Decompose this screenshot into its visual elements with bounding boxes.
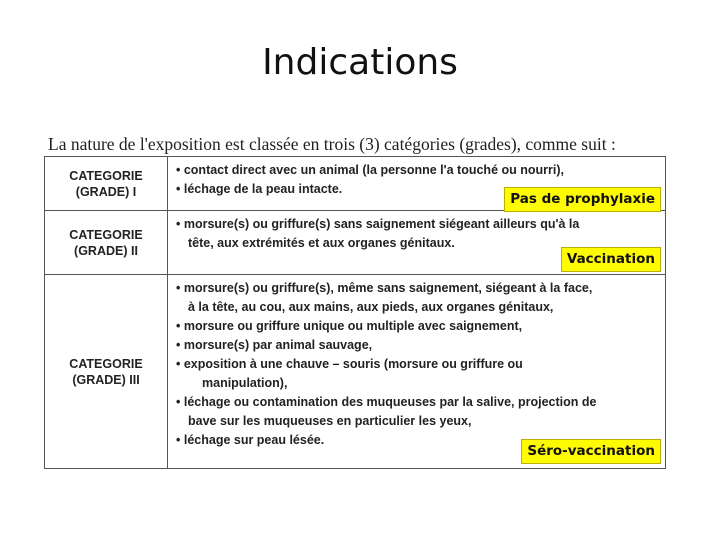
description-line: • morsure(s) ou griffure(s), même sans saignement, siégeant à la face,: [176, 281, 593, 295]
category-grade: (GRADE) I: [75, 184, 137, 199]
intro-text: La nature de l'exposition est classée en trois (3) catégories (grades), comme suit :: [48, 134, 616, 154]
description-line: • léchage ou contamination des muqueuses par la salive, projection de: [176, 395, 597, 409]
grade-row-3: [45, 275, 666, 469]
grades-table: [44, 156, 666, 469]
grade-row-1: [45, 157, 666, 211]
category-cell-grade-2: [45, 211, 168, 275]
description-line: • morsure(s) ou griffure(s) sans saignement siégeant ailleurs qu'à la: [176, 217, 580, 231]
category-title: CATEGORIE: [69, 168, 143, 183]
category-grade: (GRADE) III: [72, 372, 140, 387]
category-title: CATEGORIE: [69, 356, 143, 371]
prophylaxis-label-grade-2: Vaccination: [561, 247, 661, 272]
description-line: • contact direct avec un animal (la personne l'a touché ou nourri),: [176, 163, 564, 177]
description-line: • morsure ou griffure unique ou multiple avec saignement,: [176, 319, 523, 333]
prophylaxis-label-grade-3: Séro-vaccination: [521, 439, 661, 464]
grade-row-2: [45, 211, 666, 275]
description-line: • morsure(s) par animal sauvage,: [176, 338, 373, 352]
description-line: • léchage sur peau lésée.: [176, 433, 325, 447]
description-line: manipulation),: [202, 376, 288, 390]
description-cell-grade-1: [168, 157, 666, 211]
category-title: CATEGORIE: [69, 227, 143, 242]
description-line: • exposition à une chauve – souris (morsure ou griffure ou: [176, 357, 523, 371]
description-line: tête, aux extrémités et aux organes génitaux.: [188, 236, 455, 250]
description-line: • léchage de la peau intacte.: [176, 182, 343, 196]
description-cell-grade-3: [168, 275, 666, 469]
category-cell-grade-3: [45, 275, 168, 469]
category-cell-grade-1: [45, 157, 168, 211]
description-line: bave sur les muqueuses en particulier les yeux,: [188, 414, 472, 428]
description-cell-grade-2: [168, 211, 666, 275]
category-grade: (GRADE) II: [74, 243, 138, 258]
description-line: à la tête, au cou, aux mains, aux pieds, aux organes génitaux,: [188, 300, 554, 314]
slide-title: Indications: [262, 42, 458, 83]
prophylaxis-label-grade-1: Pas de prophylaxie: [504, 187, 661, 212]
